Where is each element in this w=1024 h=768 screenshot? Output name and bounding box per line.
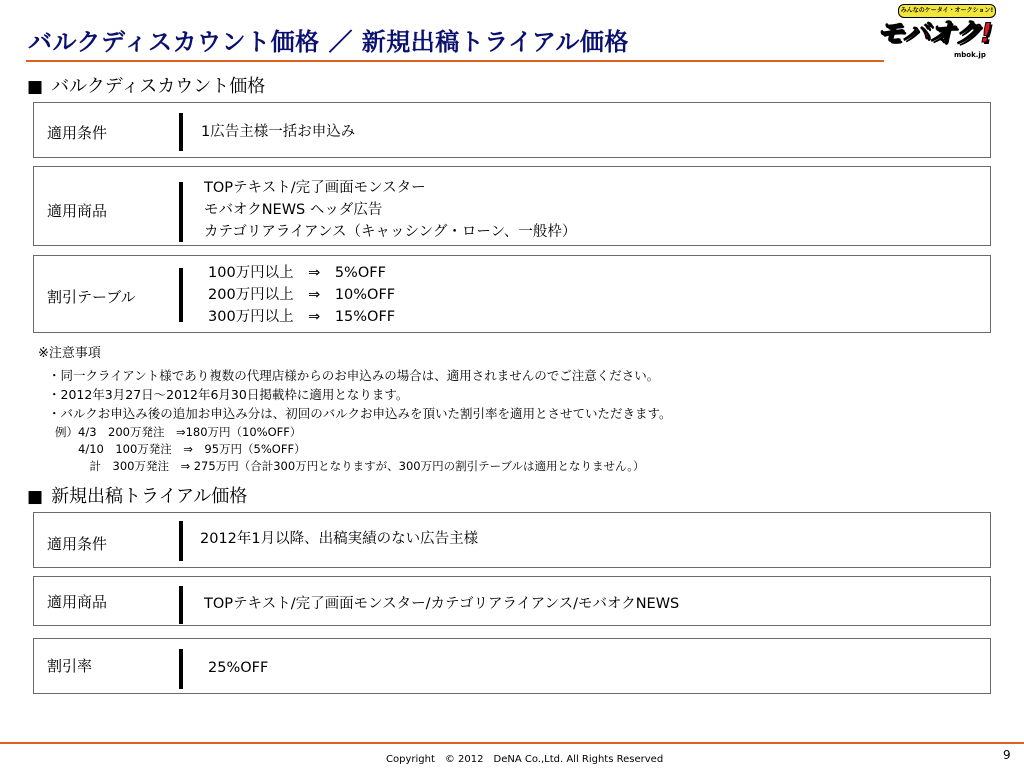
row-content bbox=[201, 121, 355, 143]
section-heading-text: 新規出稿トライアル価格 bbox=[51, 486, 248, 507]
row-label: 割引率 bbox=[47, 657, 93, 675]
section-heading-trial bbox=[27, 482, 247, 508]
logo-tagline: みんなのケータイ・オークション! bbox=[898, 4, 996, 18]
discount-example bbox=[55, 424, 645, 475]
title-divider bbox=[26, 60, 884, 62]
row-divider-bar bbox=[179, 268, 183, 322]
copyright: Copyright © 2012 DeNA Co.,Ltd. All Rights Reserved bbox=[386, 754, 664, 765]
footer-divider bbox=[0, 742, 1024, 744]
row-content bbox=[208, 657, 268, 679]
notes-heading: ※注意事項 bbox=[38, 346, 101, 361]
note-item: ・同一クライアント様であり複数の代理店様からのお申込みの場合は、適用されませんのでご注意ください。 bbox=[48, 368, 660, 383]
bulk-products-row bbox=[33, 166, 991, 246]
row-label: 適用商品 bbox=[47, 593, 108, 611]
row-content bbox=[204, 177, 576, 243]
mobaoku-logo bbox=[868, 4, 998, 62]
section-heading-bulk bbox=[27, 72, 265, 98]
row-line: 200万円以上 ⇒ 10%OFF bbox=[208, 287, 396, 303]
example-line: 例）4/3 200万発注 ⇒180万円（10%OFF） bbox=[55, 425, 302, 439]
page-title: バルクディスカウント価格 ／ 新規出稿トライアル価格 bbox=[28, 28, 629, 56]
row-divider-bar bbox=[179, 649, 183, 689]
row-line: TOPテキスト/完了画面モンスター bbox=[204, 180, 426, 196]
section-heading-text: バルクディスカウント価格 bbox=[51, 76, 266, 97]
row-content bbox=[200, 528, 478, 550]
row-line: モバオクNEWS ヘッダ広告 bbox=[204, 202, 383, 218]
row-label: 適用条件 bbox=[47, 535, 108, 553]
logo-domain: mbok.jp bbox=[954, 51, 986, 59]
row-line: 100万円以上 ⇒ 5%OFF bbox=[208, 265, 386, 281]
row-label: 適用商品 bbox=[47, 202, 108, 220]
trial-condition-row bbox=[33, 512, 991, 568]
row-line: カテゴリアライアンス（キャッシング・ローン、一般枠） bbox=[204, 224, 577, 240]
row-divider-bar bbox=[179, 182, 183, 242]
trial-products-row bbox=[33, 576, 991, 626]
notes-list bbox=[48, 366, 672, 423]
row-content bbox=[204, 593, 679, 615]
example-line: 計 300万発注 ⇒ 275万円（合計300万円となりますが、300万円の割引テーブルは適用となりません。） bbox=[55, 459, 645, 473]
page-number: 9 bbox=[1003, 748, 1011, 762]
row-line: 2012年1月以降、出稿実績のない広告主様 bbox=[200, 531, 479, 547]
bulk-discount-table-row bbox=[33, 255, 991, 333]
note-item: ・バルクお申込み後の追加お申込み分は、初回のバルクお申込みを頂いた割引率を適用とさせていただきます。 bbox=[48, 406, 672, 421]
row-line: 25%OFF bbox=[208, 660, 269, 676]
row-divider-bar bbox=[179, 521, 183, 561]
row-line: 1広告主様一括お申込み bbox=[201, 124, 356, 140]
square-bullet-icon: ■ bbox=[27, 487, 44, 507]
row-line: 300万円以上 ⇒ 15%OFF bbox=[208, 309, 396, 325]
row-divider-bar bbox=[179, 113, 183, 151]
bulk-condition-row bbox=[33, 102, 991, 158]
row-label: 割引テーブル bbox=[47, 288, 136, 306]
trial-discount-rate-row bbox=[33, 638, 991, 694]
example-line: 4/10 100万発注 ⇒ 95万円（5%OFF） bbox=[55, 442, 306, 456]
row-label: 適用条件 bbox=[47, 124, 108, 142]
square-bullet-icon: ■ bbox=[27, 77, 44, 97]
row-divider-bar bbox=[179, 586, 183, 624]
row-content bbox=[208, 262, 395, 328]
logo-wordmark: モバオク! bbox=[876, 18, 992, 49]
note-item: ・2012年3月27日～2012年6月30日掲載枠に適用となります。 bbox=[48, 387, 409, 402]
row-line: TOPテキスト/完了画面モンスター/カテゴリアライアンス/モバオクNEWS bbox=[204, 596, 680, 612]
